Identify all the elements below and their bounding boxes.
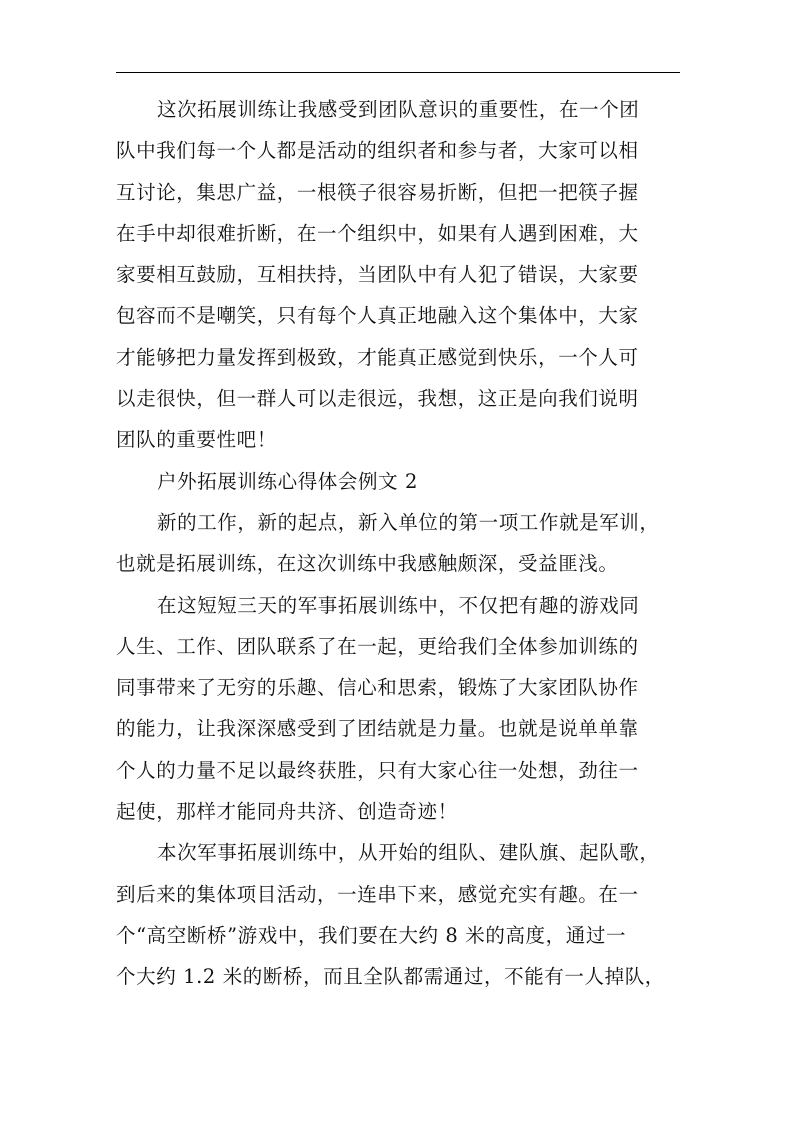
text-line: 家要相互鼓励，互相扶持，当团队中有人犯了错误，大家要 bbox=[116, 263, 639, 287]
text-line: 队中我们每一个人都是活动的组织者和参与者，大家可以相 bbox=[116, 139, 639, 163]
header-rule bbox=[116, 72, 680, 73]
text-line: 团队的重要性吧！ bbox=[116, 428, 277, 452]
text-line: 起使，那样才能同舟共济、创造奇迹！ bbox=[116, 800, 458, 824]
text-line: 本次军事拓展训练中，从开始的组队、建队旗、起队歌， bbox=[157, 841, 660, 865]
document-body bbox=[116, 89, 680, 998]
text-line: 个人的力量不足以最终获胜，只有大家心往一处想，劲往一 bbox=[116, 758, 639, 782]
text-line: 以走很快，但一群人可以走很远，我想，这正是向我们说明 bbox=[116, 387, 639, 411]
text-line: 个“高空断桥”游戏中，我们要在大约 8 米的高度，通过一 bbox=[116, 923, 627, 947]
text-line: 才能够把力量发挥到极致，才能真正感觉到快乐，一个人可 bbox=[116, 345, 639, 369]
text-line: 户外拓展训练心得体会例文 2 bbox=[157, 469, 419, 493]
text-line: 这次拓展训练让我感受到团队意识的重要性，在一个团 bbox=[157, 98, 640, 121]
text-line: 人生、工作、团队联系了在一起，更给我们全体参加训练的 bbox=[116, 634, 639, 658]
text-line: 的能力，让我深深感受到了团结就是力量。也就是说单单靠 bbox=[116, 717, 639, 741]
text-line: 个大约 1.2 米的断桥，而且全队都需通过，不能有一人掉队， bbox=[116, 965, 665, 989]
text-line: 在手中却很难折断，在一个组织中，如果有人遇到困难，大 bbox=[116, 221, 639, 245]
text-line: 同事带来了无穷的乐趣、信心和思索，锻炼了大家团队协作 bbox=[116, 676, 639, 700]
text-line: 包容而不是嘲笑，只有每个人真正地融入这个集体中，大家 bbox=[116, 304, 639, 328]
text-line: 在这短短三天的军事拓展训练中，不仅把有趣的游戏同 bbox=[157, 593, 640, 617]
text-line: 互讨论，集思广益，一根筷子很容易折断，但把一把筷子握 bbox=[116, 180, 639, 204]
text-line: 也就是拓展训练，在这次训练中我感触颇深，受益匪浅。 bbox=[116, 552, 619, 576]
text-line: 新的工作，新的起点，新入单位的第一项工作就是军训， bbox=[157, 510, 660, 534]
text-line: 到后来的集体项目活动，一连串下来，感觉充实有趣。在一 bbox=[116, 882, 639, 906]
